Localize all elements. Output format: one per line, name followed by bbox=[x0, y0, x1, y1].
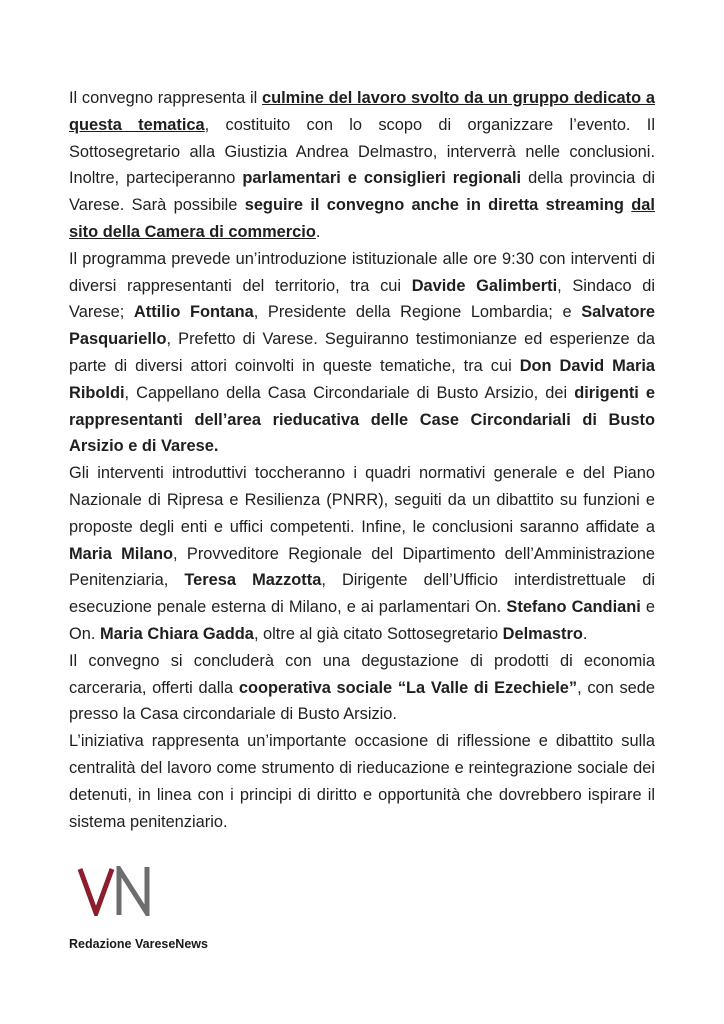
body-text: Il programma prevede un’introduzione istituzionale alle ore 9:30 con interventi di diversi rappresentanti del territorio, tra cui bbox=[69, 249, 655, 295]
body-text: , costituito con lo scopo di organizzare l’evento. Il Sottosegretario alla Giustizia Andrea Delmastro, interverrà nelle conclusioni. Inoltre, parteciperanno bbox=[69, 115, 655, 188]
body-text: , Sindaco di Varese; bbox=[69, 276, 656, 322]
paragraph bbox=[69, 246, 655, 460]
bold-emphasis-text: parlamentari e consiglieri regionali bbox=[242, 169, 522, 188]
bold-emphasis-text: seguire il convegno anche in diretta streaming bbox=[244, 196, 624, 215]
paragraph bbox=[69, 648, 655, 728]
body-text: e On. bbox=[69, 598, 655, 643]
body-text: della provincia di Varese. Sarà possibile bbox=[69, 169, 655, 215]
bold-emphasis-text: Teresa Mazzotta bbox=[184, 571, 322, 590]
body-text: , con sede presso la Casa circondariale di Busto Arsizio. bbox=[69, 678, 655, 724]
body-text: . bbox=[315, 222, 321, 241]
body-text: , Presidente della Regione Lombardia; e bbox=[253, 303, 582, 322]
footer-credit: Redazione VareseNews bbox=[69, 937, 208, 951]
paragraph bbox=[69, 728, 655, 835]
body-text: Il convegno si concluderà con una degustazione di prodotti di economia carceraria, offerti dalla bbox=[69, 651, 655, 697]
bold-emphasis-text: Don David Maria Riboldi bbox=[69, 356, 655, 402]
article-body bbox=[69, 85, 655, 835]
bold-emphasis-text: dirigenti e rappresentanti dell’area rieducativa delle Case Circondariali di Busto Arsizio e di Varese. bbox=[69, 383, 655, 456]
body-text: , Dirigente dell’Ufficio interdistrettuale di esecuzione penale esterna di Milano, e ai parlamentari On. bbox=[69, 571, 655, 617]
body-text: L’iniziativa rappresenta un’importante occasione di riflessione e dibattito sulla centralità del lavoro come strumento di rieducazione e reintegrazione sociale dei detenuti, in linea con i principi di diritto e opportunità che dovrebbero ispirare il sistema penitenziario. bbox=[69, 732, 655, 831]
body-text: Gli interventi introduttivi toccheranno i quadri normativi generale e del Piano Nazionale di Ripresa e Resilienza (PNRR), seguiti da un dibattito su funzioni e proposte degli enti e uffici competenti. Infine, le conclusioni saranno affidate a bbox=[69, 464, 655, 536]
bold-emphasis-text: Attilio Fontana bbox=[133, 303, 254, 322]
body-text: . bbox=[582, 624, 588, 643]
paragraph bbox=[69, 85, 655, 246]
varesenews-logo bbox=[77, 866, 153, 916]
bold-emphasis-text: Maria Milano bbox=[69, 544, 174, 563]
bold-emphasis-text: Davide Galimberti bbox=[411, 276, 558, 295]
body-text: , oltre al già citato Sottosegretario bbox=[253, 624, 503, 643]
underlined-emphasis-text: culmine del lavoro svolto da un gruppo dedicato a questa tematica bbox=[69, 89, 655, 134]
bold-emphasis-text: Salvatore Pasquariello bbox=[69, 303, 656, 349]
logo-letter-v bbox=[80, 869, 112, 913]
bold-emphasis-text: cooperativa sociale “La Valle di Ezechiele” bbox=[238, 678, 578, 697]
body-text: Il convegno rappresenta il bbox=[69, 89, 262, 107]
underlined-emphasis-text: dal sito della Camera di commercio bbox=[69, 196, 655, 241]
bold-emphasis-text: Maria Chiara Gadda bbox=[99, 624, 254, 643]
body-text: , Provveditore Regionale del Dipartimento dell’Amministrazione Penitenziaria, bbox=[69, 544, 655, 590]
paragraph bbox=[69, 460, 655, 648]
logo-letter-n bbox=[119, 867, 147, 915]
body-text: , Cappellano della Casa Circondariale di Busto Arsizio, dei bbox=[124, 383, 575, 402]
body-text: , Prefetto di Varese. Seguiranno testimonianze ed esperienze da parte di diversi attori coinvolti in queste tematiche, tra cui bbox=[69, 330, 655, 375]
bold-emphasis-text: Stefano Candiani bbox=[506, 598, 641, 617]
bold-emphasis-text: Delmastro bbox=[502, 624, 583, 643]
